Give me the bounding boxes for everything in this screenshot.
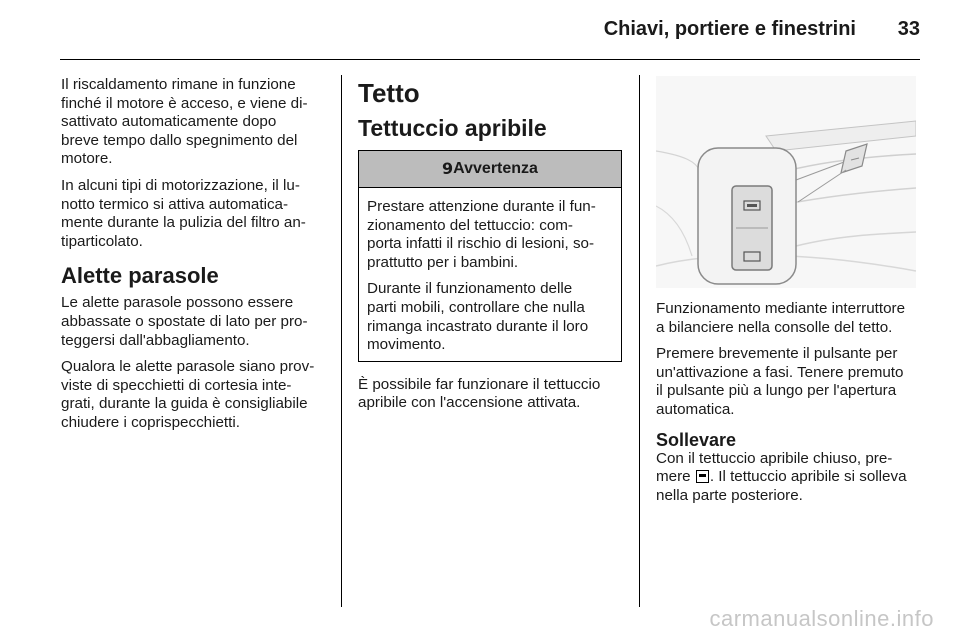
heading-tettuccio-apribile: Tettuccio apribile	[358, 115, 547, 141]
warning-paragraph-2: Durante il funzionamento delle parti mobili, controllare che nulla rimanga incastrato durante il loro movimento.	[367, 280, 589, 354]
left-paragraph-1: Il riscaldamento rimane in funzione finché il motore è acceso, e viene di- sattivato automaticamente dopo breve tempo dallo spegnimento del motore.	[61, 76, 308, 168]
sunroof-tilt-icon	[696, 470, 709, 483]
warning-paragraph-1: Prestare attenzione durante il fun- zionamento del tettuccio: com- porta infatti il rischio di lesioni, so- prattutto per i bambini.	[367, 198, 596, 271]
warning-box	[358, 150, 622, 362]
right-column	[656, 76, 926, 513]
left-column	[61, 76, 333, 441]
header-title: Chiavi, portiere e finestrini	[603, 18, 856, 40]
column-divider-left	[341, 75, 342, 607]
header-rule	[60, 59, 920, 60]
left-paragraph-2: In alcuni tipi di motorizzazione, il lu- notto termico si attiva automatica- mente durante la pulizia del filtro an- tiparticolato.	[61, 176, 306, 250]
left-paragraph-3: Le alette parasole possono essere abbassate o spostate di lato per pro- teggersi dall'abbagliamento.	[61, 294, 308, 349]
warning-icon: 9	[442, 158, 454, 178]
page-number: 33	[897, 18, 920, 40]
middle-paragraph-1: È possibile far funzionare il tettuccio apribile con l'accensione attivata.	[358, 375, 601, 412]
right-paragraph-1: Funzionamento mediante interruttore a bilanciere nella consolle del tetto.	[656, 300, 906, 336]
column-divider-right	[639, 75, 640, 607]
right-paragraph-3: Con il tettuccio apribile chiuso, pre- mere . Il tettuccio apribile si solleva nella parte posteriore.	[656, 449, 907, 504]
heading-tetto: Tetto	[358, 78, 420, 108]
heading-sollevare: Sollevare	[656, 429, 737, 450]
watermark: carmanualsonline.info	[709, 606, 934, 631]
sunroof-switch-illustration	[656, 76, 916, 288]
heading-alette-parasole: Alette parasole	[61, 263, 219, 289]
warning-title: Avvertenza	[453, 159, 538, 177]
left-paragraph-4: Qualora le alette parasole siano prov- viste di specchietti di cortesia inte- grati, durante la guida è consigliabile chiudere i coprispecchietti.	[61, 358, 315, 431]
middle-column	[358, 76, 622, 421]
right-paragraph-2: Premere brevemente il pulsante per un'attivazione a fasi. Tenere premuto il pulsante più a lungo per l'apertura automatica.	[656, 345, 904, 418]
warning-body	[359, 188, 621, 361]
warning-header	[359, 151, 621, 188]
